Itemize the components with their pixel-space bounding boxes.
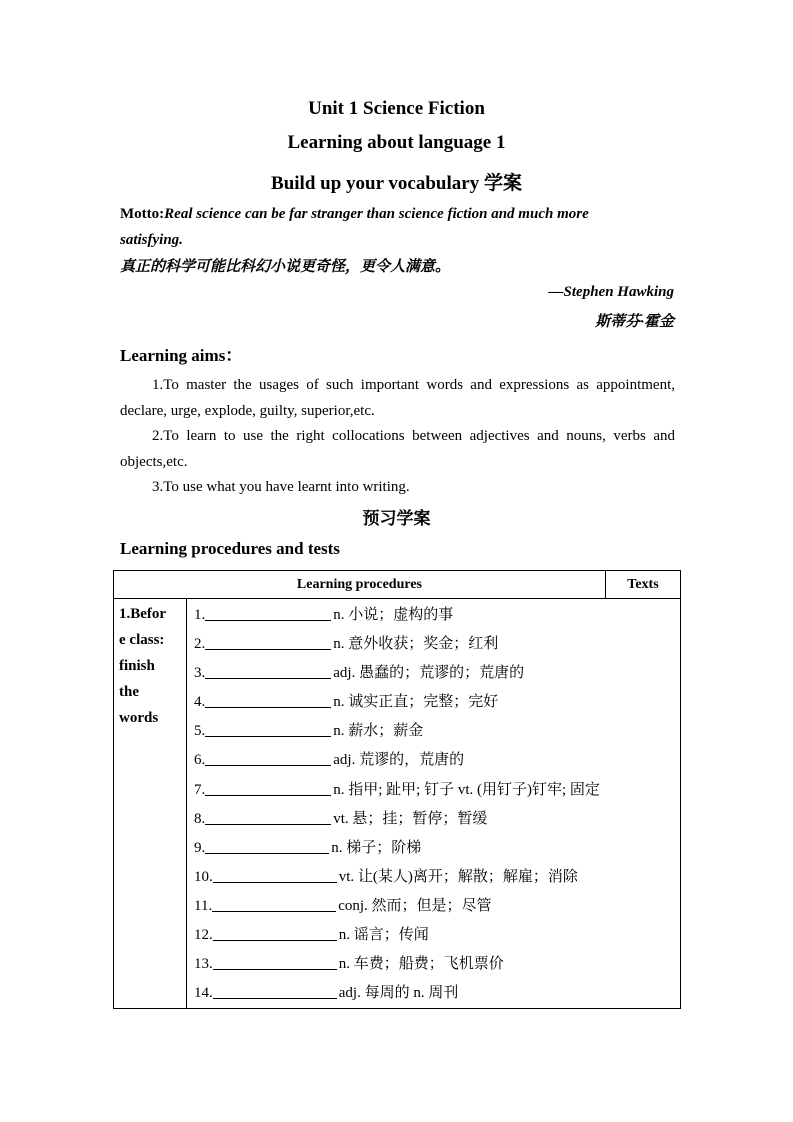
- table-header-row: [114, 571, 681, 599]
- header-procedures: Learning procedures: [114, 571, 606, 599]
- preview-heading: 预习学案: [362, 509, 431, 528]
- answer-blank[interactable]: [212, 894, 336, 912]
- list-item: 4. n. 诚实正直；完整；完好: [194, 688, 680, 717]
- answer-blank[interactable]: [213, 952, 337, 970]
- list-item: 7. n. 指甲; 趾甲; 钉子 vt. (用钉子)钉牢; 固定: [194, 776, 680, 805]
- motto-chinese: 真正的科学可能比科幻小说更奇怪，更令人满意。: [120, 259, 451, 275]
- aim-item-2: 2.To learn to use the right collocations between adjectives and nouns, verbs and objects,etc.: [120, 428, 675, 470]
- items-cell: [187, 599, 681, 1009]
- list-item: 8. vt. 悬；挂；暂停；暂缓: [194, 805, 680, 834]
- answer-blank[interactable]: [205, 661, 331, 679]
- answer-blank[interactable]: [205, 778, 331, 796]
- list-item: 10. vt. 让(某人)离开；解散；解雇；消除: [194, 863, 680, 892]
- motto-english: [120, 201, 675, 253]
- lesson-title: Learning about language 1: [287, 132, 506, 153]
- list-item: 5. n. 薪水；薪金: [194, 717, 680, 746]
- answer-blank[interactable]: [213, 923, 337, 941]
- answer-blank[interactable]: [205, 632, 331, 650]
- motto-label: Motto:: [120, 206, 165, 222]
- list-item: 11. conj. 然而；但是；尽管: [194, 892, 680, 921]
- vocabulary-table: [113, 570, 681, 1009]
- answer-blank[interactable]: [213, 981, 337, 999]
- aims-heading: Learning aims：: [120, 346, 243, 365]
- answer-blank[interactable]: [205, 690, 331, 708]
- list-item: 14. adj. 每周的 n. 周刊: [194, 979, 680, 1008]
- list-item: 13. n. 车费；船费；飞机票价: [194, 950, 680, 979]
- aim-item-3: 3.To use what you have learnt into writing.: [152, 479, 410, 495]
- list-item: 12. n. 谣言；传闻: [194, 921, 680, 950]
- section-title: Build up your vocabulary 学案: [271, 173, 522, 194]
- stage-cell: [114, 599, 187, 1009]
- answer-blank[interactable]: [205, 748, 331, 766]
- header-texts: Texts: [605, 571, 680, 599]
- list-item: 1. n. 小说；虚构的事: [194, 601, 680, 630]
- list-item: 3. adj. 愚蠢的；荒谬的；荒唐的: [194, 659, 680, 688]
- table-row: [114, 599, 681, 1009]
- motto-author-en: —Stephen Hawking: [548, 284, 674, 300]
- motto-line1: Real science can be far stranger than science fiction and much more: [164, 206, 589, 222]
- stage-line: finish: [119, 658, 155, 674]
- list-item: 6. adj. 荒谬的，荒唐的: [194, 746, 680, 775]
- answer-blank[interactable]: [205, 719, 331, 737]
- motto-author-zh: 斯蒂芬·霍金: [595, 314, 674, 330]
- stage-line: e class:: [119, 632, 165, 648]
- aim-item-1: 1.To master the usages of such important words and expressions as appointment, declare, urge, explode, guilty, superior,etc.: [120, 377, 675, 419]
- procedures-heading: Learning procedures and tests: [120, 539, 340, 558]
- stage-line: the: [119, 684, 139, 700]
- stage-line: words: [119, 710, 159, 726]
- unit-title: Unit 1 Science Fiction: [308, 98, 485, 119]
- answer-blank[interactable]: [205, 807, 331, 825]
- motto-line2: satisfying.: [120, 232, 183, 248]
- answer-blank[interactable]: [213, 865, 337, 883]
- answer-blank[interactable]: [205, 603, 331, 621]
- list-item: 2. n. 意外收获；奖金；红利: [194, 630, 680, 659]
- answer-blank[interactable]: [205, 836, 329, 854]
- stage-line: 1.Befor: [119, 606, 167, 622]
- list-item: 9. n. 梯子；阶梯: [194, 834, 680, 863]
